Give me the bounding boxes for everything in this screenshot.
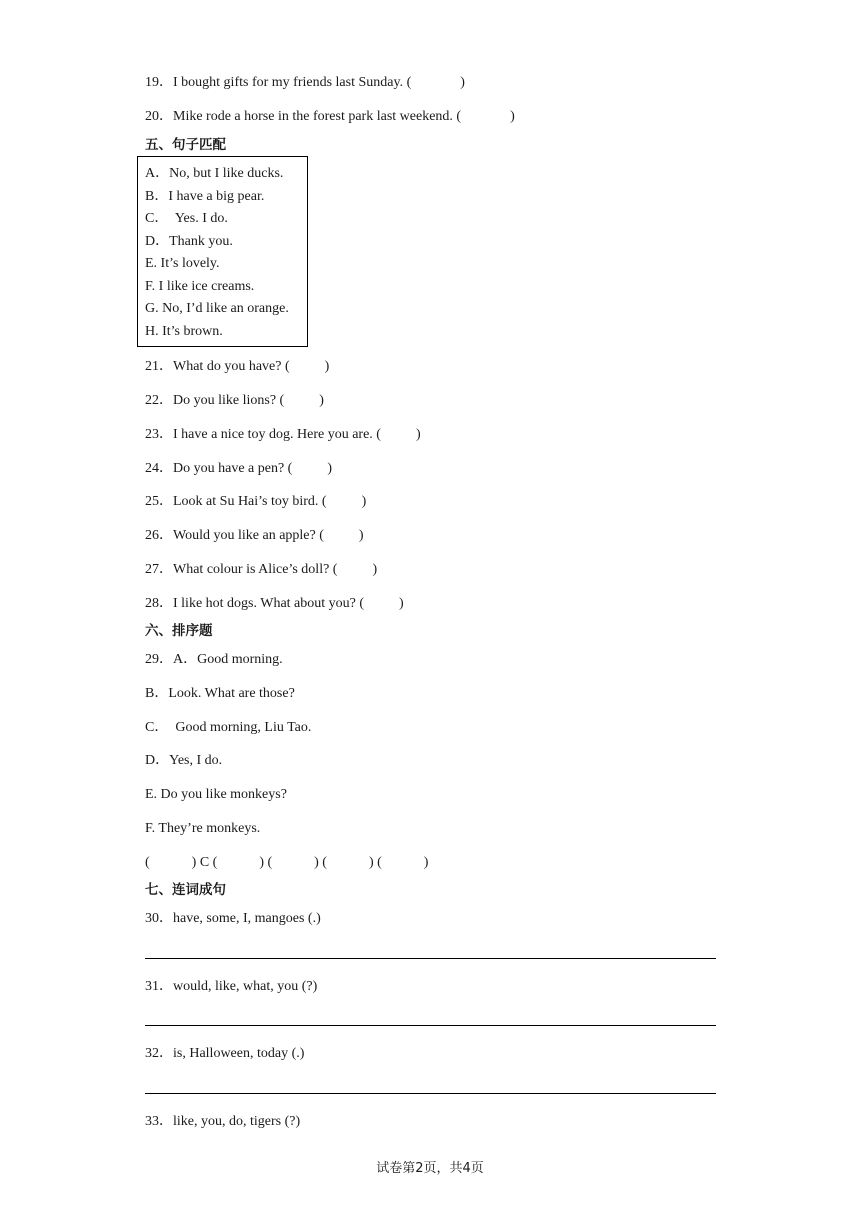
sequence-line-e: E. Do you like monkeys? <box>145 787 287 802</box>
question-19: 19．I bought gifts for my friends last Sunday. ( ) <box>145 75 465 90</box>
answer-line-30 <box>145 958 716 959</box>
answer-line-32 <box>145 1093 716 1094</box>
question-29: 29．A．Good morning. <box>145 652 283 667</box>
option-g: G. No, I’d like an orange. <box>145 301 289 316</box>
option-b: B．I have a big pear. <box>145 189 265 204</box>
section-5-heading: 五、句子匹配 <box>145 137 226 153</box>
question-31: 31．would, like, what, you (?) <box>145 979 318 994</box>
page-footer: 试卷第2页，共4页 <box>376 1161 484 1176</box>
sequence-answer-row: ( ) C ( ) ( ) ( ) ( ) <box>145 855 429 870</box>
option-c: C． Yes. I do. <box>145 211 228 226</box>
option-e: E. It’s lovely. <box>145 256 220 271</box>
question-25: 25．Look at Su Hai’s toy bird. ( ) <box>145 494 367 509</box>
question-33: 33．like, you, do, tigers (?) <box>145 1114 301 1129</box>
option-f: F. I like ice creams. <box>145 279 255 294</box>
option-a: A．No, but I like ducks. <box>145 166 284 181</box>
sequence-line-c: C． Good morning, Liu Tao. <box>145 720 312 735</box>
question-26: 26．Would you like an apple? ( ) <box>145 528 364 543</box>
answer-line-31 <box>145 1025 716 1026</box>
question-27: 27．What colour is Alice’s doll? ( ) <box>145 562 378 577</box>
options-box <box>137 156 308 347</box>
sequence-line-d: D．Yes, I do. <box>145 753 223 768</box>
question-23: 23．I have a nice toy dog. Here you are. ( ) <box>145 427 421 442</box>
question-21: 21．What do you have? ( ) <box>145 359 330 374</box>
option-h: H. It’s brown. <box>145 324 223 339</box>
sequence-line-f: F. They’re monkeys. <box>145 821 261 836</box>
option-d: D．Thank you. <box>145 234 233 249</box>
question-24: 24．Do you have a pen? ( ) <box>145 461 333 476</box>
sequence-line-b: B．Look. What are those? <box>145 686 295 701</box>
section-7-heading: 七、连词成句 <box>145 882 226 898</box>
question-30: 30．have, some, I, mangoes (.) <box>145 911 321 926</box>
question-20: 20．Mike rode a horse in the forest park last weekend. ( ) <box>145 109 515 124</box>
question-32: 32．is, Halloween, today (.) <box>145 1046 305 1061</box>
question-28: 28．I like hot dogs. What about you? ( ) <box>145 596 404 611</box>
section-6-heading: 六、排序题 <box>145 623 213 639</box>
question-22: 22．Do you like lions? ( ) <box>145 393 324 408</box>
